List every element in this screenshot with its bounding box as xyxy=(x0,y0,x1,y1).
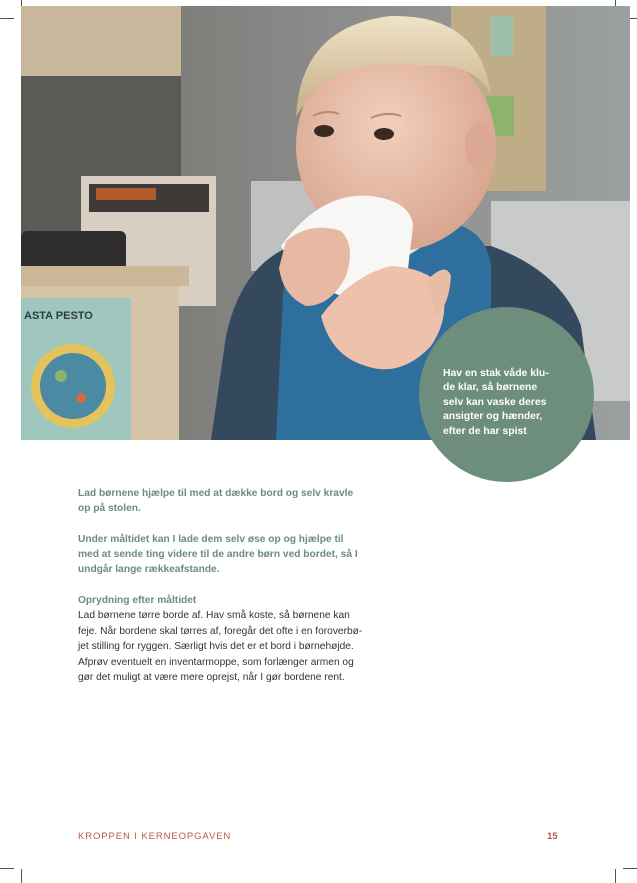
callout-line: Hav en stak våde klu- xyxy=(443,368,549,379)
lead-paragraph-1 xyxy=(78,486,418,516)
crop-mark-bl-v xyxy=(21,869,22,883)
crop-mark-bl-h xyxy=(0,868,14,869)
text-line: Afprøv eventuelt en inventarmoppe, som forlænger armen og xyxy=(78,656,354,668)
text-line: Lad børnene tørre borde af. Hav små koste, så børnene kan xyxy=(78,610,350,621)
text-line: gør det muligt at være mere oprejst, når I gør bordene rent. xyxy=(78,672,345,683)
body-paragraph xyxy=(78,608,418,686)
crop-mark-br-h xyxy=(623,868,637,869)
callout-line: efter de har spist xyxy=(443,425,527,437)
text-line: jet stilling for ryggen. Særligt hvis det er et bord i børnehøjde. xyxy=(78,641,354,652)
text-line: feje. Når bordene skal tørres af, foregår det ofte i en foroverbø- xyxy=(78,625,363,637)
poster-text: ASTA PESTO xyxy=(24,310,93,322)
text-line: undgår lange rækkeafstande. xyxy=(78,564,220,575)
footer-section-title: KROPPEN I KERNEOPGAVEN xyxy=(78,831,232,842)
text-line: Lad børnene hjælpe til med at dække bord og selv kravle xyxy=(78,488,354,499)
crop-mark-tl-h xyxy=(0,18,14,19)
text-line: op på stolen. xyxy=(78,503,141,514)
callout-line: de klar, så børnene xyxy=(443,382,538,394)
page-number: 15 xyxy=(547,831,558,842)
callout-line: ansigter og hænder, xyxy=(443,411,543,423)
callout-text xyxy=(443,367,583,439)
callout-line: selv kan vaske deres xyxy=(443,396,547,408)
text-line: med at sende ting videre til de andre børn ved bordet, så I xyxy=(78,549,358,560)
crop-mark-br-v xyxy=(615,869,616,883)
text-line: Under måltidet kan I lade dem selv øse op og hjælpe til xyxy=(78,534,344,545)
section-heading: Oprydning efter måltidet xyxy=(78,595,197,606)
body-text xyxy=(78,486,418,686)
lead-paragraph-2 xyxy=(78,532,418,577)
